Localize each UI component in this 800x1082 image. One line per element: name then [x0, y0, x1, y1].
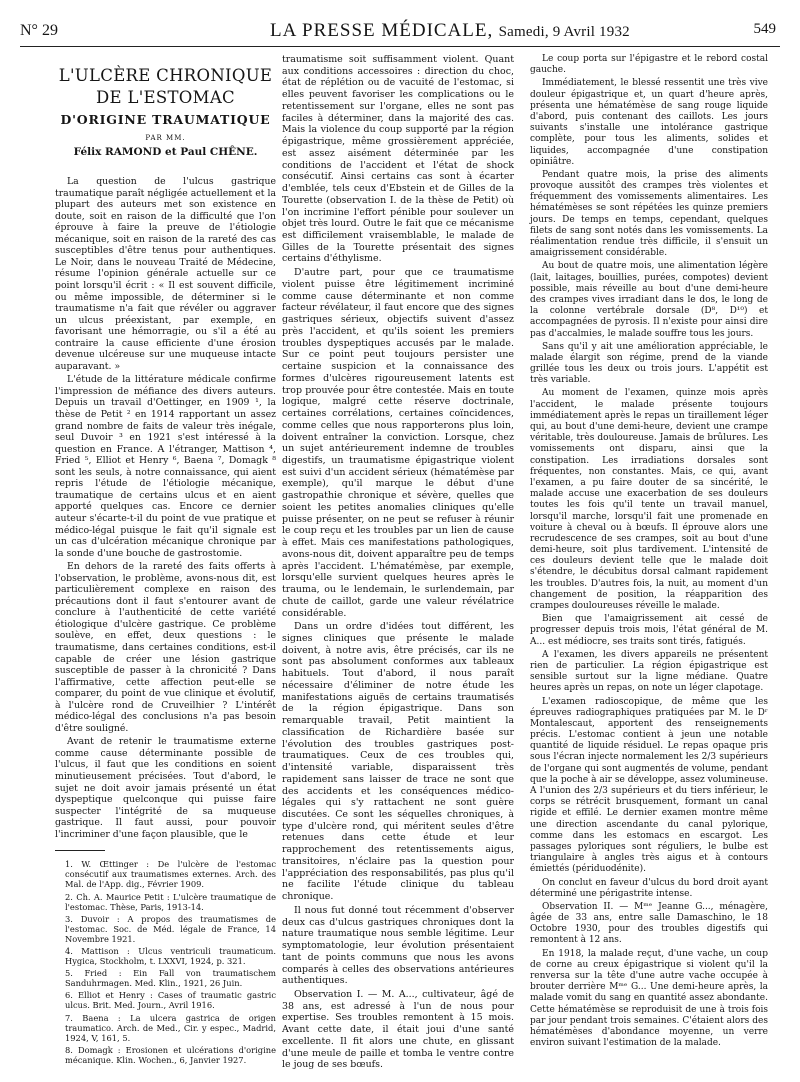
footnote: 7. Baena : La ulcera gastrica de origen traumatico. Arch. de Med., Cir. y espec., Madrid, 1924, V, 161, 5. [65, 1012, 276, 1043]
page-header [20, 14, 780, 47]
paragraph: En dehors de la rareté des faits offerts à l'observation, le problème, avons-nous dit, est particulièrement complexe en raison des précautions dont il faut s'entourer avant de conclure à l'authenticité de cette variété étiologique d'ulcère gastrique. Ce problème soulève, en effet, deux questions : le traumatisme, dans certaines conditions, est-il capable de créer une lésion gastrique susceptible de passer à la chronicité ? Dans l'affirmative, cette affection peut-elle se comparer, du point de vue clinique et évolutif, à l'ulcère rond de Cruveilhier ? L'intérêt médico-légal des conclusions n'a pas besoin d'être souligné. [55, 561, 276, 734]
paragraph: Dans un ordre d'idées tout différent, les signes cliniques que présente le malade doivent, à notre avis, être précisés, car ils ne sont pas absolument conformes aux tableaux habituels. Tout d'abord, il nous paraît nécessaire d'éliminer de notre étude les manifestations aiguës de certains traumatisés de la région épigastrique. Dans son remarquable travail, Petit maintient la classification de Richardière basée sur l'évolution des troubles gastriques post-traumatiques. Ceux de ces troubles qui, d'intensité variable, disparaissent très rapidement sans laisser de trace ne sont que des accidents et les conséquences médico-légales qui s'y rattachent ne sont guère discutées. Ce sont les séquelles chroniques, à type d'ulcère rond, qui méritent seules d'être retenues dans cette étude et leur rapprochement des retentissements aigus, transitoires, n'éclaire pas la question pour l'appréciation des responsabilités, pas plus qu'il ne facilite l'étude clinique du tableau chronique. [282, 621, 514, 903]
paragraph: Bien que l'amaigrissement ait cessé de progresser depuis trois mois, l'état général de M. A... est médiocre, ses traits sont tirés, fatigués. [530, 614, 768, 647]
article-title-line-3: D'ORIGINE TRAUMATIQUE [60, 112, 271, 127]
article-authors: Félix RAMOND et Paul CHÊNE. [73, 145, 258, 158]
article-title-line-1: L'ULCÈRE CHRONIQUE [58, 66, 273, 85]
footnote: 8. Domagk : Erosionen et ulcérations d'origine mécanique. Klin. Wochen., 6, Janvier 1927. [65, 1044, 276, 1065]
footnote: 3. Duvoir : A propos des traumatismes de l'estomac. Soc. de Méd. légale de France, 14 Novembre 1921. [65, 913, 276, 944]
column-2 [282, 54, 514, 1071]
issue-number: N° 29 [20, 22, 58, 39]
paragraph: Il nous fut donné tout récemment d'observer deux cas d'ulcus gastriques chroniques dont la nature traumatique nous semble légitime. Leur symptomatologie, leur évolution présentaient tant de points communs que nous les avons comparés à celles des observations antérieures authentiques. [282, 904, 514, 987]
journal-name: LA PRESSE MÉDICALE, [270, 20, 494, 41]
page-number: 549 [753, 21, 776, 37]
paragraph: Avant de retenir le traumatisme externe comme cause déterminante possible de l'ulcus, il faut que les conditions en soient minutieusement précisées. Tout d'abord, le sujet ne doit avoir jamais présenté un état dyspeptique quelconque qui puisse faire suspecter l'intégrité de sa muqueuse gastrique. Il faut aussi, pour pouvoir l'incriminer d'une façon plausible, que le [55, 736, 276, 840]
paragraph: L'étude de la littérature médicale confirme l'impression de méfiance des divers auteurs. Depuis un travail d'Oettinger, en 1909 ¹, la thèse de Petit ² en 1914 rapportant un assez grand nombre de faits de valeur très inégale, seul Duvoir ³ en 1921 s'est intéressé à la question en France. A l'étranger, Mattison ⁴, Fried ⁵, Elliot et Henry ⁶, Baena ⁷, Domagk ⁸ sont les seuls, à notre connaissance, qui aient repris l'étude de l'étiologie mécanique, traumatique de certains ulcus et en aient apporté quelques cas. Encore ce dernier auteur s'écarte-t-il du point de vue pratique et médico-légal puisque le fait qu'il signale est un cas d'ulcération mécanique chronique par la sonde d'une bouche de gastrostomie. [55, 374, 276, 559]
journal-masthead [270, 20, 630, 42]
observation-paragraph: Observation I. — M. A..., cultivateur, âgé de 38 ans, est adressé à l'un de nous pour expertise. Ses troubles remontent à 15 mois. Avant cette date, il était joui d'une santé excellente. Il fit alors une chute, en glissant d'une meule de paille et tomba le ventre contre le joug de ses bœufs. [282, 989, 514, 1071]
paragraph: L'examen radioscopique, de même que les épreuves radiographiques pratiquées par M. le Dʳ Montalescaut, apportent des renseignements précis. L'estomac contient à jeun une notable quantité de liquide résiduel. Le repas opaque pris sous l'écran injecte normalement les 2/3 supérieurs de l'organe qui sont augmentés de volume, pendant que la poche à air se développe, assez volumineuse. A l'union des 2/3 supérieurs et du tiers inférieur, le corps se rétrécit brusquement, formant un canal rigide et effilé. Le dernier examen montre même une direction ascendante du canal pylorique, comme dans les estomacs en escargot. Les passages pyloriques sont réguliers, le bulbe est triangulaire à angles très aigus et à contours émiettés (périduodénite). [530, 696, 768, 875]
paragraph: Sans qu'il y ait une amélioration appréciable, le malade élargit son régime, prend de la viande grillée tous les deux ou trois jours. L'appétit est très variable. [530, 341, 768, 386]
article-title-line-2: DE L'ESTOMAC [96, 88, 235, 107]
byline-par: PAR MM. [145, 134, 186, 142]
column-3 [530, 54, 768, 1049]
footnote: 2. Ch. A. Maurice Petit : L'ulcère traumatique de l'estomac. Thèse, Paris, 1913-14. [65, 891, 276, 912]
column-1 [55, 54, 276, 1065]
paragraph: Au moment de l'examen, quinze mois après l'accident, le malade présente toujours immédiatement après le repas un tiraillement léger qui, au bout d'une demi-heure, devient une crampe véritable, très douloureuse. Jamais de brûlures. Les vomissements ont disparu, ainsi que la constipation. Les irradiations dorsales sont fréquentes, non constantes. Mais, ce qui, avant l'examen, a pu faire douter de sa sincérité, le malade accuse une exacerbation de ses douleurs toutes les fois qu'il tente un travail manuel, lorsqu'il marche, lorsqu'il fait une promenade en voiture à cheval ou à bœufs. Il éprouve alors une recrudescence de ses crampes, soit au bout d'une demi-heure, soit plus tardivement. L'intensité de ces douleurs devient telle que le malade doit s'étendre, le décubitus dorsal calmant rapidement les troubles. D'autres fois, la nuit, au moment d'un changement de position, la réapparition des crampes douloureuses réveille le malade. [530, 388, 768, 611]
footnote: 1. W. Œttinger : De l'ulcère de l'estomac consécutif aux traumatismes externes. Arch. des Mal. de l'App. dig., Février 1909. [65, 859, 276, 890]
footnotes [55, 859, 276, 1065]
paragraph: Pendant quatre mois, la prise des aliments provoque aussitôt des crampes très violentes et fréquemment des vomissements alimentaires. Les hématémèses se sont répétées les quinze premiers jours. De temps en temps, cependant, quelques filets de sang sont notés dans les vomissements. La réalimentation rendue très difficile, il s'ensuit un amaigrissement considérable. [530, 169, 768, 259]
paragraph: A l'examen, les divers appareils ne présentent rien de particulier. La région épigastrique est sensible surtout sur la ligne médiane. Quatre heures après un repas, on note un léger clapotage. [530, 649, 768, 694]
paragraph: La question de l'ulcus gastrique traumatique paraît négligée actuellement et la plupart des auteurs met son existence en doute, soit en raison de la difficulté que l'on éprouve à faire la preuve de l'étiologie mécanique, soit en raison de la rareté des cas susceptibles d'être tenus pour authentiques. Le Noir, dans le nouveau Traité de Médecine, résume l'opinion générale actuelle sur ce point lorsqu'il écrit : « Il est souvent difficile, ou même impossible, de déterminer si le traumatisme n'a fait que révéler ou aggraver un ulcus préexistant, par exemple, en favorisant une hémorragie, ou s'il a été au contraire la cause efficiente d'une érosion devenue ulcéreuse sur une muqueuse intacte auparavant. » [55, 176, 276, 372]
observation-paragraph: Observation II. — Mᵐᵉ Jeanne G..., ménagère, âgée de 33 ans, entre salle Damaschino, le 18 Octobre 1930, pour des troubles digestifs qui remontent à 12 ans. [530, 901, 768, 946]
paragraph: Le coup porta sur l'épigastre et le rebord costal gauche. [530, 54, 768, 76]
paragraph: Au bout de quatre mois, une alimentation légère (lait, laitages, bouillies, purées, compotes) devient possible, mais réveille au bout d'une demi-heure des crampes vives irradiant dans le dos, le long de la colonne vertébrale dorsale (D⁸, D¹⁰) et accompagnées de pyrosis. Il n'existe pour ainsi dire pas d'accalmies, le malade souffre tous les jours. [530, 261, 768, 339]
footnote: 4. Mattison : Ulcus ventriculi traumaticum. Hygica, Stockholm, t. LXXVI, 1924, p. 321. [65, 946, 276, 967]
footnote: 6. Elliot et Henry : Cases of traumatic gastric ulcus. Brit. Med. Journ., Avril 1916. [65, 990, 276, 1011]
issue-date: Samedi, 9 Avril 1932 [498, 24, 630, 40]
paragraph: Immédiatement, le blessé ressentit une très vive douleur épigastrique et, un quart d'heure après, présenta une hématémèse de sang rouge liquide d'abord, puis contenant des caillots. Les jours suivants s'installe une intolérance gastrique complète, pour tous les aliments, solides et liquides, accompagnée d'une constipation opiniâtre. [530, 78, 768, 167]
footnote-separator [55, 850, 105, 851]
footnote: 5. Fried : Ein Fall von traumatischem Sanduhrmagen. Med. Klin., 1921, 26 Juin. [65, 968, 276, 989]
paragraph: En 1918, la malade reçut, d'une vache, un coup de corne au creux épigastrique si violent qu'il la renversa sur la tête d'une autre vache occupée à brouter derrière Mᵐᵉ G... Une demi-heure après, la malade vomit du sang en quantité assez abondante. Cette hématémèse se reproduisit de une à trois fois par jour pendant trois semaines. C'étaient alors des hématémèses d'abondance moyenne, un verre environ suivant l'estimation de la malade. [530, 948, 768, 1049]
paragraph: On conclut en faveur d'ulcus du bord droit ayant déterminé une périgastrite intense. [530, 877, 768, 899]
paragraph: traumatisme soit suffisamment violent. Quant aux conditions accessoires : direction du choc, état de réplétion ou de vacuité de l'estomac, si elles peuvent favoriser les complications ou le retentissement sur l'organe, elles ne sont pas faciles à déterminer, dans la majorité des cas. Mais la violence du coup supporté par la région épigastrique, même grossièrement appréciée, est assez aisément déterminée par les conditions de l'accident et l'état de shock consécutif. Ainsi certains cas sont à écarter d'emblée, tels ceux d'Ebstein et de Gilles de la Tourette (observation I. de la thèse de Petit) où l'on incrimine l'effort pénible pour soulever un objet très lourd. Outre le fait que ce mécanisme est difficilement vraisemblable, le malade de Gilles de la Tourette présentait des signes certains d'éthylisme. [282, 54, 514, 265]
paragraph: D'autre part, pour que ce traumatisme violent puisse être légitimement incriminé comme cause déterminante et non comme facteur révélateur, il faut encore que des signes gastriques sérieux, objectifs suivent d'assez près l'accident, et qu'ils soient les premiers troubles dyspeptiques accusés par le malade. Sur ce point peut toujours persister une certaine suspicion et la connaissance des formes d'ulcères rigoureusement latents est trop prouvée pour être contestée. Mais en toute logique, malgré cette réserve doctrinale, certaines corrélations, certaines coïncidences, comme celles que nous rapporterons plus loin, doivent entraîner la conviction. Lorsque, chez un sujet antérieurement indemne de troubles digestifs, un traumatisme épigastrique violent est suivi d'un accident sérieux (hématémèse par exemple), qu'il marque le début d'une gastropathie chronique et sévère, quelles que soient les petites anomalies cliniques qu'elle puisse présenter, on ne peut se refuser à réunir le coup reçu et les troubles par un lien de cause à effet. Mais ces manifestations pathologiques, avons-nous dit, doivent apparaître peu de temps après l'accident. L'hématémèse, par exemple, lorsqu'elle survient quelques heures après le trauma, ou le lendemain, le surlendemain, par chute de caillot, garde une valeur révélatrice considérable. [282, 267, 514, 619]
